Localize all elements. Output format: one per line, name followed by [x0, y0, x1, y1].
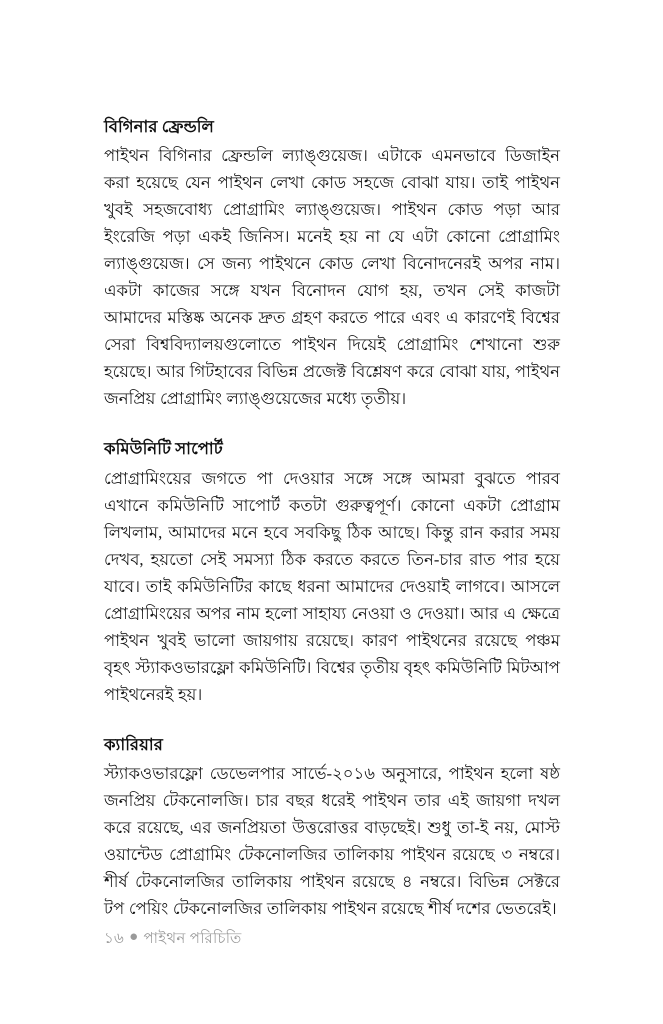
section-body-community-support: প্রোগ্রামিংয়ের জগতে পা দেওয়ার সঙ্গে সঙ্গে আমরা বুঝতে পারব এখানে কমিউনিটি সাপোর্ট কতটা গুরুত্বপূর্ণ। কোনো একটা প্রোগ্রাম লিখলাম, আমাদের মনে হবে সবকিছু ঠিক আছে। কিন্তু রান করার সময় দেখব, হয়তো সেই সমস্যা ঠিক করতে করতে তিন-চার রাত পার হয়ে যাবে। তাই কমিউনিটির কাছে ধরনা আমাদের দেওয়াই লাগবে। আসলে প্রোগ্রামিংয়ের অপর নাম হলো সাহায্য নেওয়া ও দেওয়া। আর এ ক্ষেত্রে পাইথন খুবই ভালো জায়গায় রয়েছে। কারণ পাইথনের রয়েছে পঞ্চম বৃহৎ স্ট্যাকওভারফ্লো কমিউনিটি। বিশ্বের তৃতীয় বৃহৎ কমিউনিটি মিটআপ পাইথনেরই হয়।	[104, 468, 560, 704]
section-heading-career: ক্যারিয়ার	[104, 734, 163, 754]
section-body-beginner-friendly: পাইথন বিগিনার ফ্রেন্ডলি ল্যাঙ্গুয়েজ। এটাকে এমনভাবে ডিজাইন করা হয়েছে যেন পাইথন লেখা কোড সহজে বোঝা যায়। তাই পাইথন খুবই সহজবোধ্য প্রোগ্রামিং ল্যাঙ্গুয়েজ। পাইথন কোড পড়া আর ইংরেজি পড়া একই জিনিস। মনেই হয় না যে এটা কোনো প্রোগ্রামিং ল্যাঙ্গুয়েজ। সে জন্য পাইথনে কোড লেখা বিনোদনেরই অপর নাম। একটা কাজের সঙ্গে যখন বিনোদন যোগ হয়, তখন সেই কাজটা আমাদের মস্তিষ্ক অনেক দ্রুত গ্রহণ করতে পারে এবং এ কারণেই বিশ্বের সেরা বিশ্ববিদ্যালয়গুলোতে পাইথন দিয়েই প্রোগ্রামিং শেখানো শুরু হয়েছে। আর গিটহাবের বিভিন্ন প্রজেক্ট বিশ্লেষণ করে বোঝা যায়, পাইথন জনপ্রিয় প্রোগ্রামিং ল্যাঙ্গুয়েজের মধ্যে তৃতীয়।	[104, 146, 560, 409]
section-heading-beginner-friendly: বিগিনার ফ্রেন্ডলি	[104, 117, 214, 136]
section-career	[104, 734, 560, 922]
section-beginner-friendly	[104, 116, 560, 412]
section-spacer	[104, 412, 560, 438]
section-spacer	[104, 708, 560, 734]
page-footer	[104, 930, 242, 948]
footer-book-title: পাইথন পরিচিতি	[143, 931, 242, 947]
section-heading-community-support: কমিউনিটি সাপোর্ট	[104, 439, 223, 459]
page-content-column	[104, 116, 560, 922]
footer-page-number: ১৬	[104, 931, 125, 947]
footer-separator-dot-icon: ●	[129, 929, 139, 945]
section-community-support	[104, 438, 560, 707]
section-body-career: স্ট্যাকওভারফ্লো ডেভেলপার সার্ভে-২০১৬ অনুসারে, পাইথন হলো ষষ্ঠ জনপ্রিয় টেকনোলজি। চার বছর ধরেই পাইথন তার এই জায়গা দখল করে রয়েছে, এর জনপ্রিয়তা উত্তরোত্তর বাড়ছেই। শুধু তা-ই নয়, মোস্ট ওয়ান্টেড প্রোগ্রামিং টেকনোলজির তালিকায় পাইথন রয়েছে ৩ নম্বরে। শীর্ষ টেকনোলজির তালিকায় পাইথন রয়েছে ৪ নম্বরে। বিভিন্ন সেক্টরে টপ পেয়িং টেকনোলজির তালিকায় পাইথন রয়েছে শীর্ষ দশের ভেতরেই।	[104, 763, 560, 918]
